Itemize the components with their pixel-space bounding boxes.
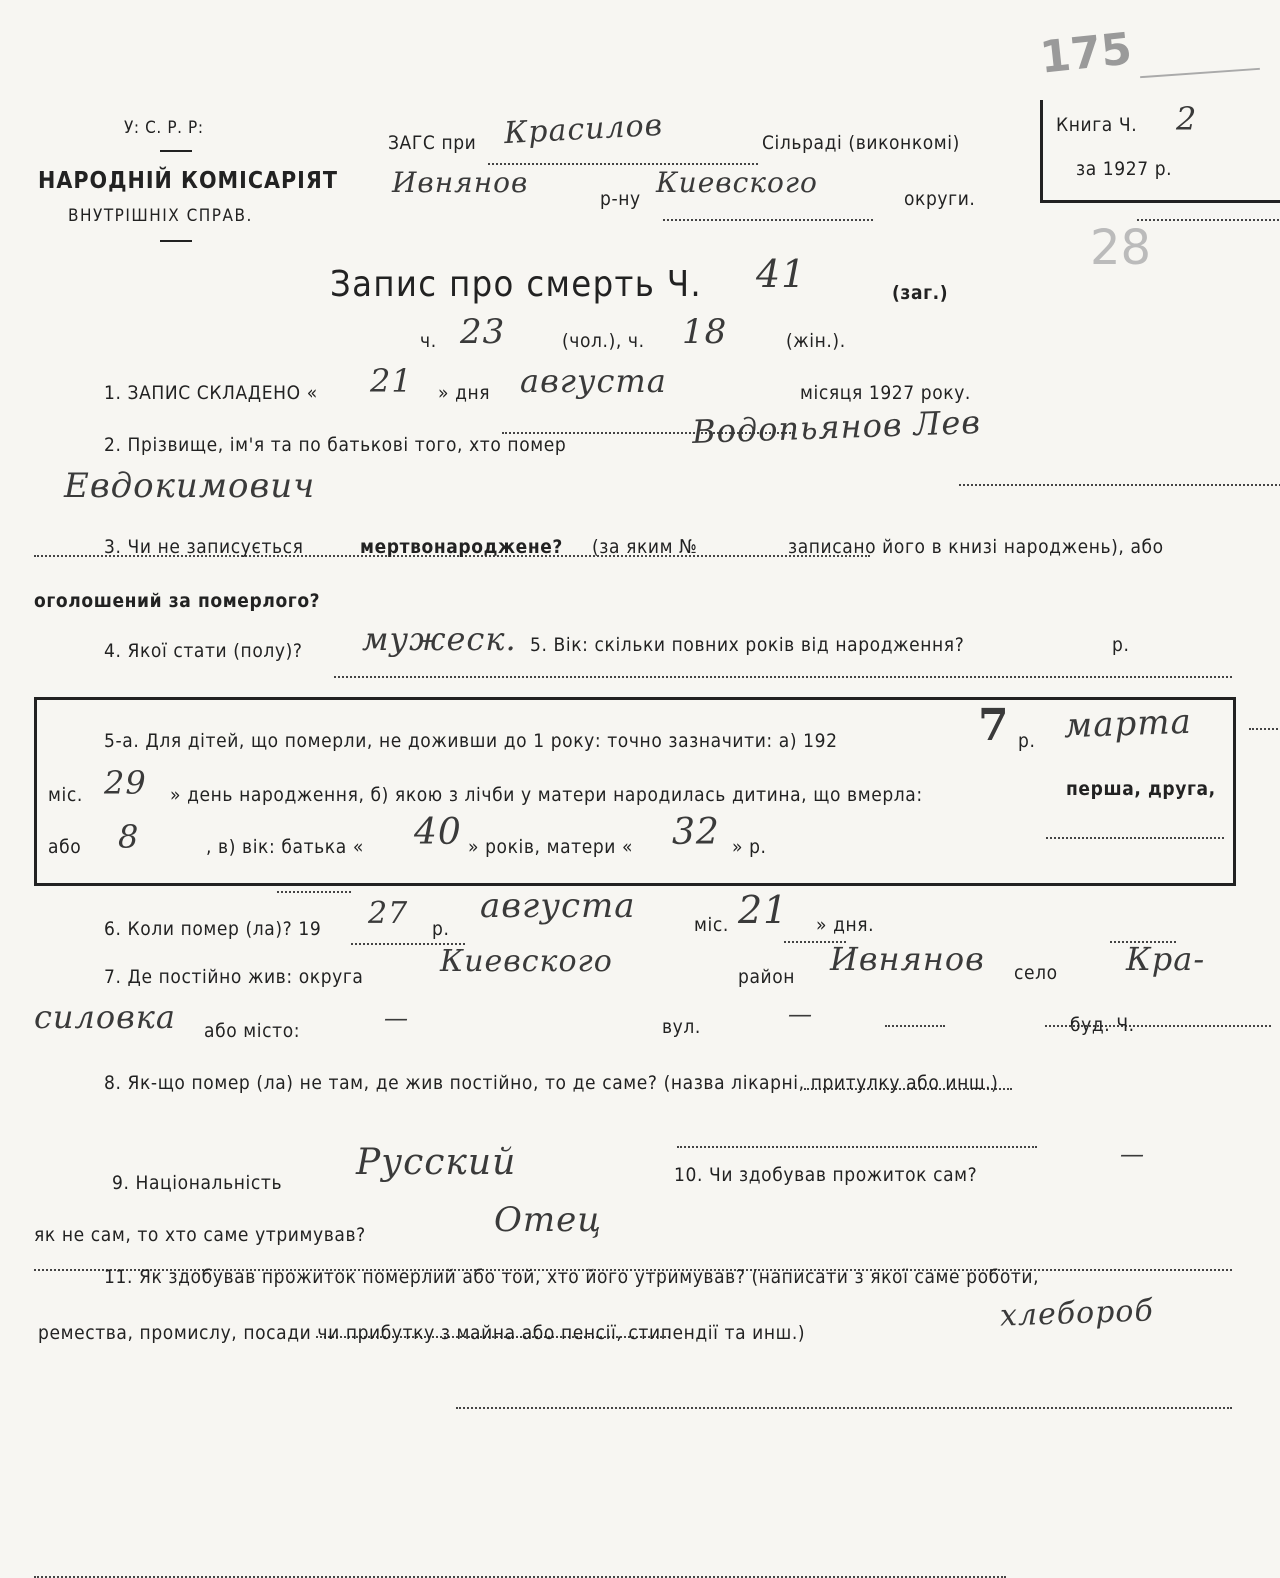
male-label: (чол.), ч. [562, 330, 645, 352]
field-4-label: 4. Якої стати (полу)? [104, 640, 303, 662]
field-5-label: 5. Вік: скільки повних років від народження? [530, 634, 965, 656]
field-7-selo: село [1014, 962, 1058, 984]
okrug-label: округи. [904, 188, 976, 210]
field-2-line-1 [959, 483, 1280, 486]
field-7-vul-hw: — [788, 1000, 813, 1028]
header-divider-2 [160, 240, 192, 242]
field-5a-month-line [1046, 836, 1224, 839]
field-6-year-hw: 27 [368, 896, 409, 931]
field-2-label: 2. Прізвище, ім'я та по батькові того, хто помер [104, 434, 567, 456]
field-7-selo-hw-1: Кра- [1126, 940, 1206, 978]
field-6-month-hw: августа [480, 886, 636, 926]
pencil-mark-side: 28 [1090, 220, 1152, 276]
field-11-hw: хлебороб [999, 1293, 1155, 1334]
field-1-day-label: » дня [438, 382, 491, 404]
zags-label: ЗАГС при [388, 132, 477, 154]
field-5-tail: р. [1112, 634, 1130, 656]
field-6-tail: » дня. [816, 914, 875, 936]
field-10b-line [456, 1406, 1232, 1409]
state-label: У: С. Р. Р: [124, 118, 204, 138]
field-11-label-2: ремества, промислу, посади чи прибутку з майна або пенсії, стипендії та инш.) [38, 1322, 806, 1344]
department-title: ВНУТРІШНІХ СПРАВ. [68, 206, 253, 226]
field-5a-mis: міс. [48, 784, 83, 806]
female-label: (жін.). [786, 330, 846, 352]
field-7-misto-hw: — [384, 1004, 409, 1032]
field-2-hw-1: Водопьянов Лев [691, 402, 982, 452]
record-number-hw: 41 [756, 252, 807, 296]
field-5a-month-hw: марта [1063, 701, 1193, 747]
field-5a-year-hw: 7 [978, 700, 1010, 751]
header-divider-1 [160, 150, 192, 152]
field-7-misto-line [677, 1145, 1037, 1148]
field-3-e: оголошений за померлого? [34, 590, 321, 612]
ministry-title: НАРОДНІЙ КОМІСАРІЯТ [38, 168, 338, 194]
field-6-mis: міс. [694, 914, 729, 936]
pencil-underline [1140, 68, 1260, 78]
field-5a-line-5: » р. [732, 836, 767, 858]
field-5a-day-hw: 29 [104, 764, 147, 802]
zags-okrug-hw: Киевского [656, 166, 818, 199]
field-4-hw: мужеск. [362, 620, 517, 658]
field-1-day-hw: 21 [370, 362, 413, 400]
record-suffix: (заг.) [892, 282, 949, 304]
zags-rayon-line [663, 218, 873, 221]
field-5a-mother-hw: 32 [672, 812, 720, 853]
field-10-label: 10. Чи здобував прожиток сам? [674, 1164, 978, 1186]
rayon-label: р-ну [600, 188, 641, 210]
zags-rayon-hw: Ивнянов [392, 166, 529, 199]
field-6-label: 6. Коли помер (ла)? 19 [104, 918, 322, 940]
zags-village-line [488, 162, 758, 165]
field-5a-line-3: , в) вік: батька « [206, 836, 364, 858]
field-5a-line-4: » років, матери « [468, 836, 634, 858]
zags-okrug-line [1137, 218, 1280, 221]
field-5a-order-hw: 8 [118, 818, 140, 856]
field-9-hw: Русский [356, 1142, 517, 1183]
field-7-rayon-hw: Ивнянов [830, 940, 985, 978]
zags-village-hw: Красилов [503, 107, 664, 152]
field-7-okrug-hw: Киевского [440, 944, 613, 979]
field-5a-abo: або [48, 836, 82, 858]
field-3-d: записано його в книзі народжень), або [788, 536, 1164, 558]
field-5a-first: перша, друга, [1066, 778, 1216, 800]
field-6-day-hw: 21 [738, 888, 789, 932]
field-7-selo-hw-2: силовка [34, 998, 176, 1036]
field-10b-label: як не сам, то хто саме утримував? [34, 1224, 366, 1246]
field-7-vul: вул. [662, 1016, 701, 1038]
field-10b-hw: Отец [494, 1200, 602, 1240]
ch-label: ч. [420, 330, 437, 352]
field-3-c: (за яким № [592, 536, 698, 558]
field-9-label: 9. Національність [112, 1172, 283, 1194]
book-label: Книга Ч. [1056, 114, 1138, 136]
field-1-month-hw: августа [520, 362, 667, 400]
field-3-line [334, 675, 1232, 678]
field-11-label: 11. Як здобував прожиток померлий або той, хто його утримував? (написати з якої саме роботи, [104, 1266, 1040, 1288]
field-2-hw-2: Евдокимович [64, 466, 316, 506]
field-6-r: р. [432, 918, 450, 940]
field-7-label: 7. Де постійно жив: округа [104, 966, 364, 988]
field-3-b: мертвонароджене? [360, 536, 563, 558]
pencil-mark-top: 175 [1037, 23, 1135, 84]
field-5a-r: р. [1018, 730, 1036, 752]
book-number-hw: 2 [1176, 100, 1198, 138]
field-8-label: 8. Як-що помер (ла) не там, де жив постійно, то де саме? (назва лікарні, притулку або инш.) [104, 1072, 999, 1094]
field-7-rayon: район [738, 966, 796, 988]
field-5a-line-2: » день народження, б) якою з лічби у матери народилась дитина, що вмерла: [170, 784, 923, 806]
field-5a-father-hw: 40 [414, 812, 462, 853]
village-council-label: Сільраді (виконкомі) [762, 132, 960, 154]
male-count-hw: 23 [460, 312, 506, 352]
field-7-bud: буд. Ч. [1070, 1014, 1135, 1036]
field-7-misto: або місто: [204, 1020, 301, 1042]
field-3-a: 3. Чи не записується [104, 536, 304, 558]
record-title: Запис про смерть Ч. [330, 264, 703, 305]
book-year: за 1927 р. [1076, 158, 1173, 180]
field-1-tail: місяця 1927 року. [800, 382, 971, 404]
field-4-line [1249, 727, 1280, 730]
field-5a-line-1: 5-а. Для дітей, що померли, не доживши до 1 року: точно зазначити: а) 192 [104, 730, 838, 752]
field-5a-day-line [277, 890, 351, 893]
field-1-label: 1. ЗАПИС СКЛАДЕНО « [104, 382, 318, 404]
field-10-hw: — [1120, 1140, 1145, 1168]
female-count-hw: 18 [682, 312, 728, 352]
field-6-year-line [885, 1024, 945, 1027]
